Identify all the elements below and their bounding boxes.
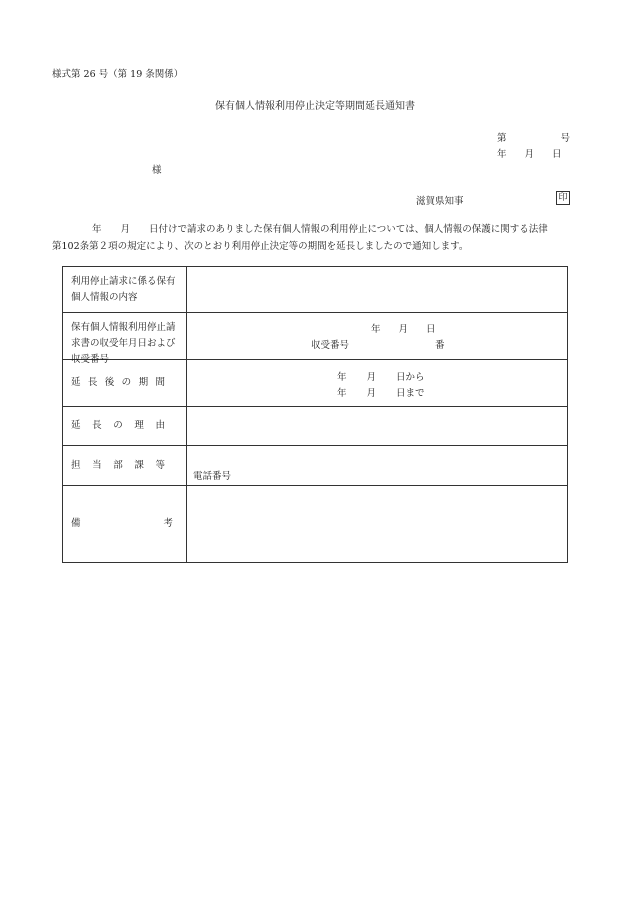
notice-body-line-1: 年 月 日付けで請求のありました保有個人情報の利用停止については、個人情報の保護に関する法律 [92, 224, 548, 235]
row-value-department [187, 446, 567, 485]
document-number-line [497, 130, 570, 144]
row-value-remarks [187, 486, 567, 562]
date-month: 月 [524, 149, 535, 160]
table-row [63, 407, 567, 446]
receipt-date: 年 月 日 [371, 324, 436, 335]
row-label-content: 利用停止請求に係る保有個人情報の内容 [63, 267, 187, 312]
issue-date-line [497, 146, 562, 160]
table-row [63, 267, 567, 313]
detail-table [62, 266, 568, 563]
row-value-receipt [187, 313, 567, 359]
phone-label: 電話番号 [193, 471, 232, 482]
document-title: 保有個人情報利用停止決定等期間延長通知書 [215, 101, 415, 112]
row-label-department: 担 当 部 課 等 [63, 446, 187, 485]
table-row [63, 313, 567, 365]
doc-number-prefix: 第 [497, 133, 507, 144]
doc-number-suffix: 号 [560, 133, 571, 144]
receipt-number: 収受番号 番 [311, 340, 445, 351]
period-to: 年 月 日まで [337, 388, 425, 399]
seal-mark: 印 [556, 191, 570, 205]
date-year: 年 [497, 149, 507, 160]
row-value-content [187, 267, 567, 312]
table-row [63, 446, 567, 486]
row-label-reason: 延 長 の 理 由 [63, 407, 187, 445]
row-label-remarks: 備 考 [63, 486, 187, 562]
period-from: 年 月 日から [337, 372, 425, 383]
date-day: 日 [552, 149, 562, 160]
form-number: 様式第 26 号（第 19 条関係） [52, 69, 184, 80]
table-row [63, 360, 567, 407]
row-value-reason [187, 407, 567, 445]
notice-body-line-2: 第102条第２項の規定により、次のとおり利用停止決定等の期間を延長しましたので通知します。 [52, 241, 469, 252]
table-row [63, 486, 567, 562]
row-value-period [187, 360, 567, 406]
addressee-suffix: 様 [152, 165, 162, 176]
row-label-receipt: 保有個人情報利用停止請求書の収受年月日および収受番号 [63, 313, 187, 359]
notice-body [52, 221, 582, 255]
issuer-name: 滋賀県知事 [416, 196, 464, 207]
row-label-period: 延 長 後 の 期 間 [63, 360, 187, 406]
